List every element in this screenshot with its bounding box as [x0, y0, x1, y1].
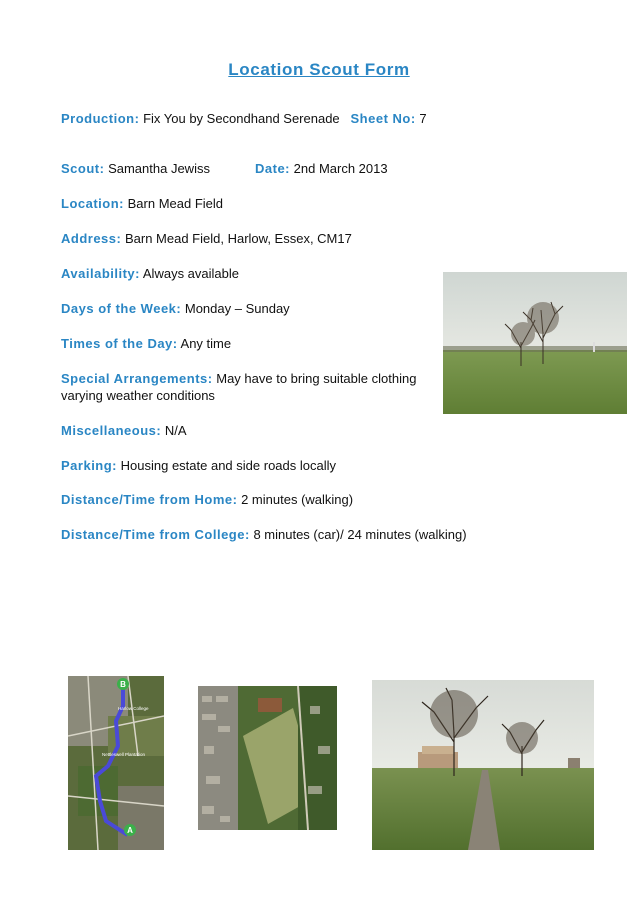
date-label: Date: [255, 161, 291, 176]
page-title: Location Scout Form [228, 60, 410, 79]
map-label-plantation: Nettleswell Plantation [102, 752, 146, 757]
scout-label: Scout: [61, 161, 105, 176]
production-row [61, 110, 427, 127]
special-value: May have to bring suitable clothing [216, 371, 417, 386]
dist-home-value: 2 minutes (walking) [241, 492, 354, 507]
production-label: Production: [61, 111, 140, 126]
production-value: Fix You by Secondhand Serenade [143, 111, 340, 126]
days-label: Days of the Week: [61, 301, 182, 316]
availability-row [61, 265, 239, 282]
times-value: Any time [180, 336, 232, 351]
date-row [255, 160, 388, 177]
dist-college-value: 8 minutes (car)/ 24 minutes (walking) [253, 527, 467, 542]
scout-value: Samantha Jewiss [108, 161, 210, 176]
times-label: Times of the Day: [61, 336, 178, 351]
parking-value: Housing estate and side roads locally [120, 458, 336, 473]
route-map [68, 676, 164, 850]
scout-row [61, 160, 210, 177]
dist-home-row [61, 491, 353, 508]
misc-row [61, 422, 187, 439]
misc-label: Miscellaneous: [61, 423, 162, 438]
times-row [61, 335, 231, 352]
special-row [61, 370, 416, 387]
sheet-value: 7 [419, 111, 427, 126]
parking-row [61, 457, 336, 474]
days-value: Monday – Sunday [184, 301, 290, 316]
special-value-line2: varying weather conditions [61, 388, 215, 403]
date-value: 2nd March 2013 [293, 161, 388, 176]
address-value: Barn Mead Field, Harlow, Essex, CM17 [124, 231, 352, 246]
map-marker-b: B [120, 680, 126, 689]
dist-college-label: Distance/Time from College: [61, 527, 250, 542]
dist-home-label: Distance/Time from Home: [61, 492, 238, 507]
address-label: Address: [61, 231, 122, 246]
days-row [61, 300, 290, 317]
map-label-college: Harlow College [118, 706, 149, 711]
location-value: Barn Mead Field [127, 196, 224, 211]
dist-college-row [61, 526, 467, 543]
availability-label: Availability: [61, 266, 140, 281]
field-photo-bottom [372, 680, 594, 850]
special-label: Special Arrangements: [61, 371, 213, 386]
location-label: Location: [61, 196, 124, 211]
parking-label: Parking: [61, 458, 118, 473]
aerial-photo [198, 686, 337, 830]
field-photo-top [443, 272, 627, 414]
availability-value: Always available [142, 266, 239, 281]
map-marker-a: A [127, 826, 133, 835]
address-row [61, 230, 352, 247]
location-row [61, 195, 223, 212]
sheet-label: Sheet No: [350, 111, 416, 126]
special-row-line2 [61, 387, 215, 404]
misc-value: N/A [164, 423, 187, 438]
